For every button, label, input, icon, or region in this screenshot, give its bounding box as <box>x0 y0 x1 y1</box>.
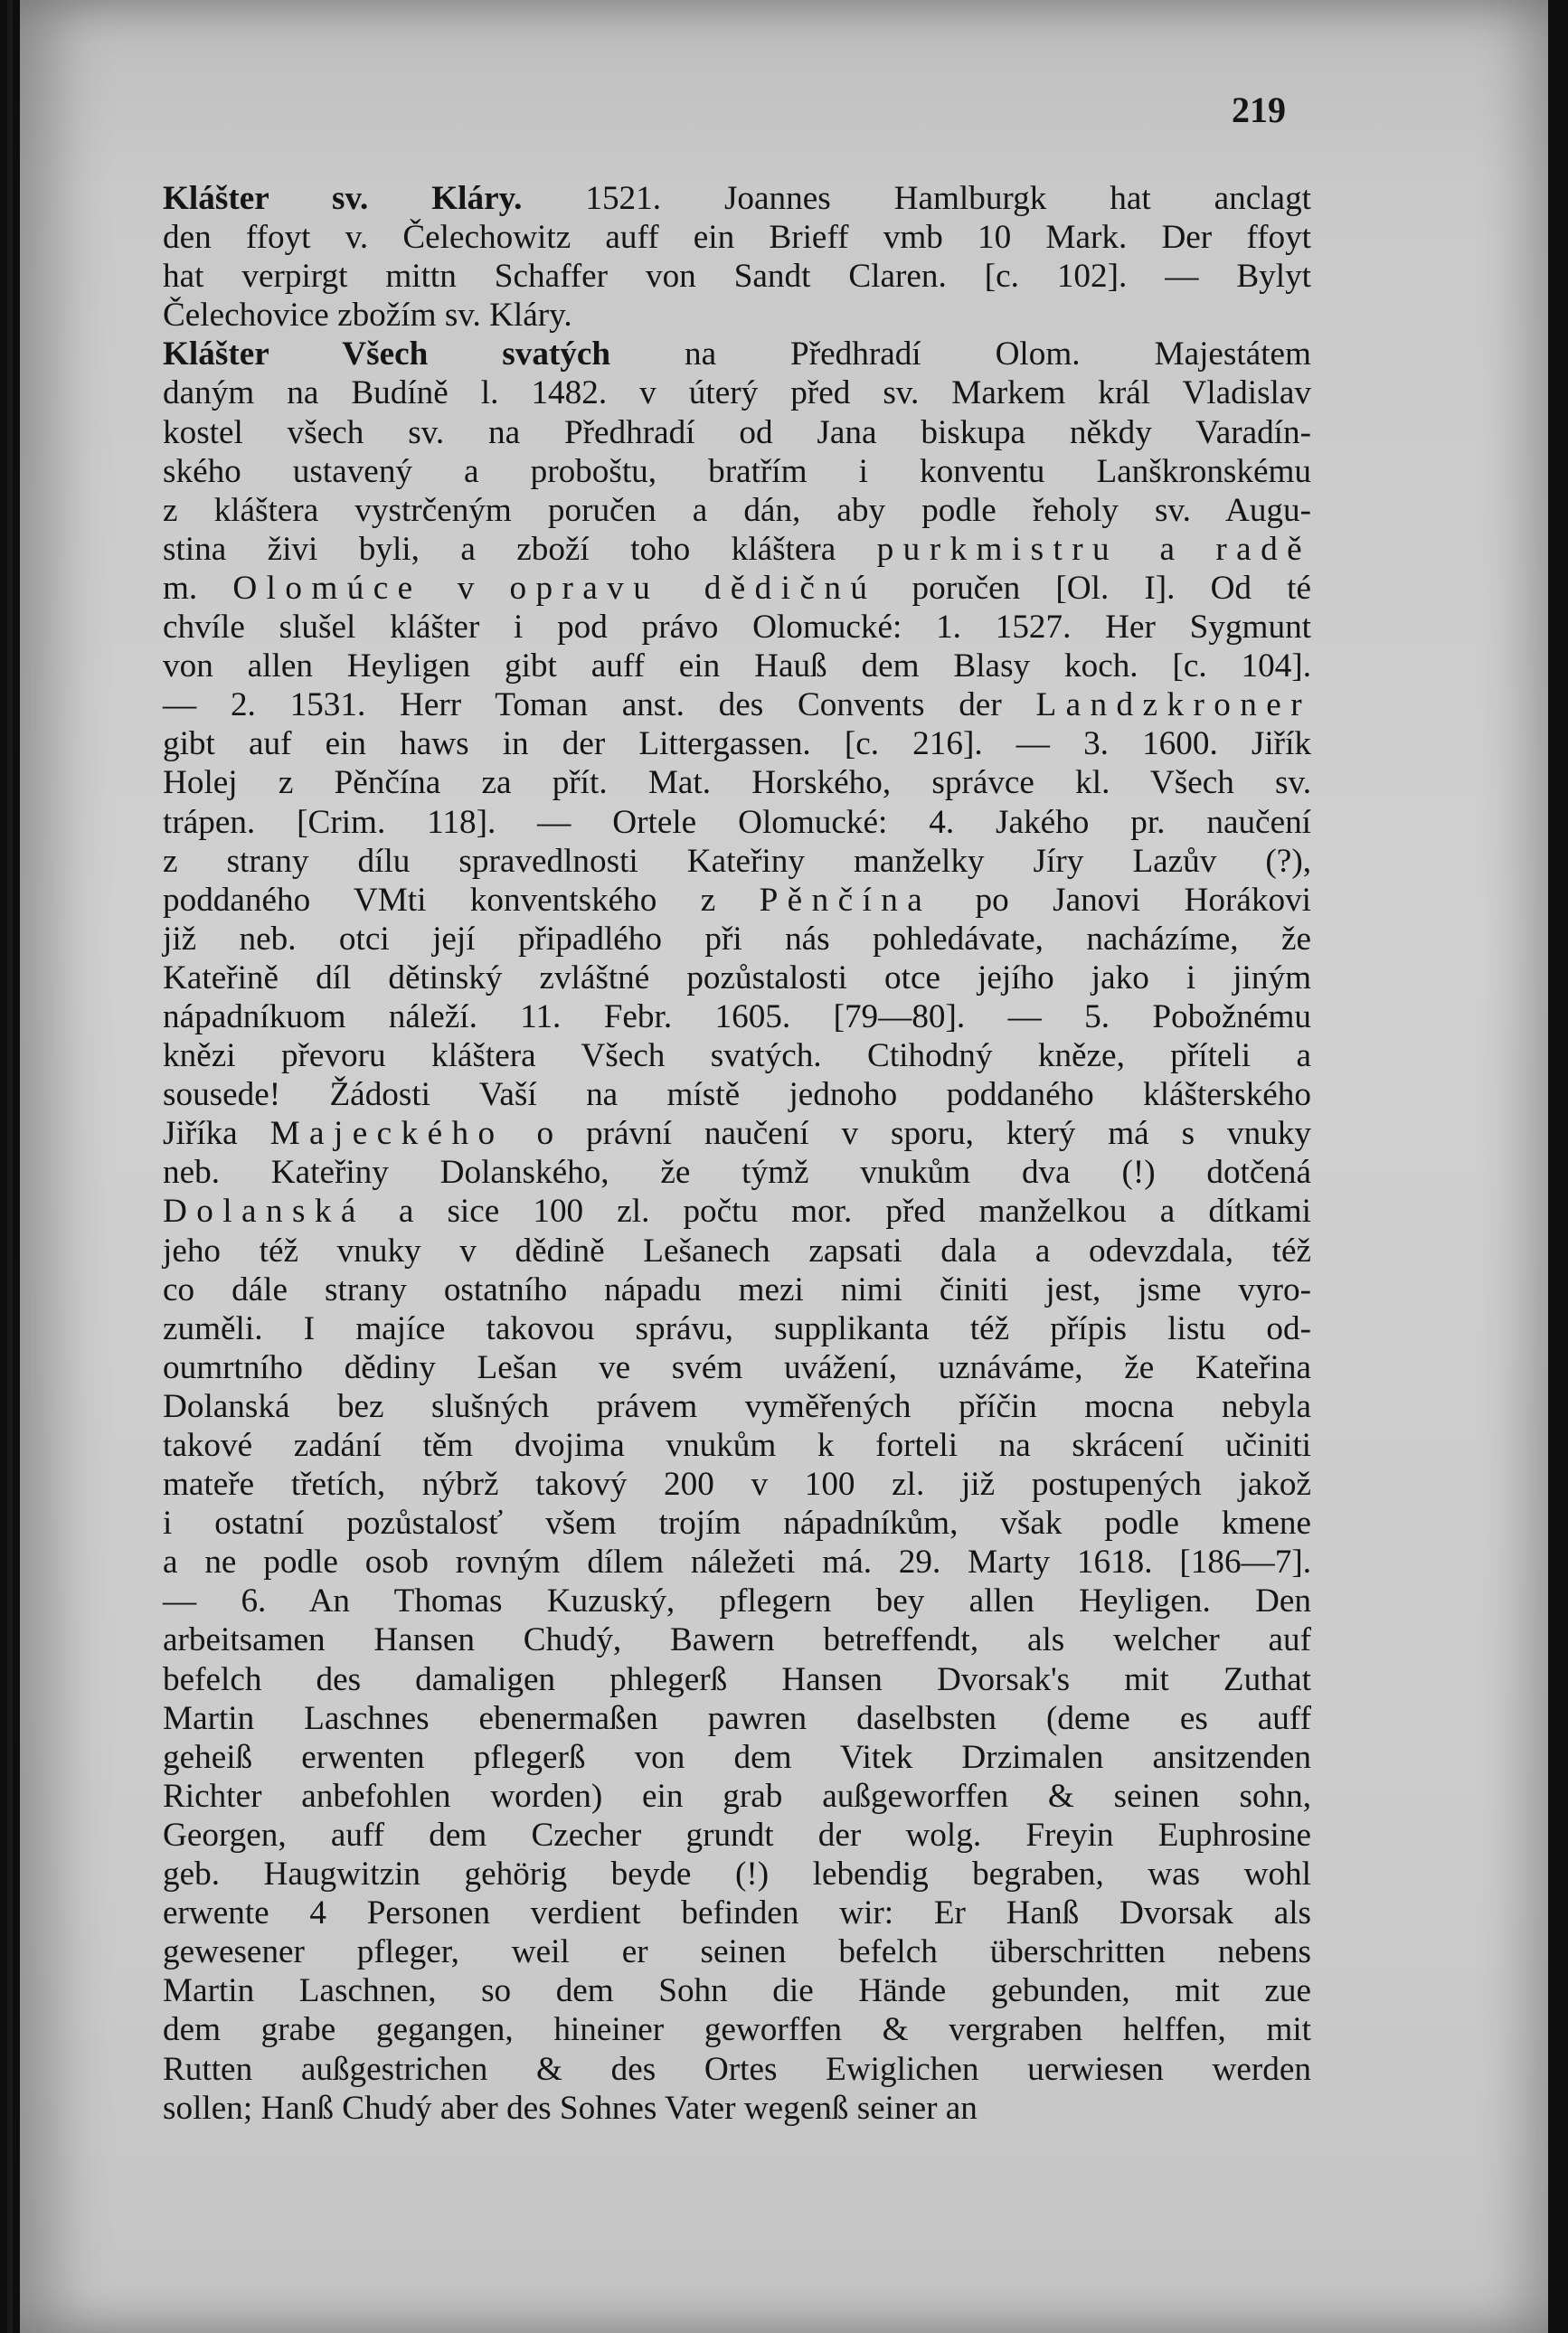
text-line <box>163 997 1311 1036</box>
text-line <box>163 959 1311 997</box>
text-line <box>163 1114 1311 1153</box>
text-line <box>163 1036 1311 1075</box>
text-run: — 6. An Thomas Kuzuský, pflegern bey allen Heyligen. Den <box>163 1582 1311 1620</box>
text-line <box>163 1582 1311 1620</box>
book-page <box>20 0 1548 2333</box>
text-run: Holej z Pěnčína za přít. Mat. Horského, správce kl. Všech sv. <box>163 764 1311 802</box>
text-line <box>163 1465 1311 1504</box>
text-line <box>163 1816 1311 1855</box>
text-line <box>163 1894 1311 1932</box>
text-line <box>163 179 1311 218</box>
text-run: Dolanská bez slušných právem vyměřených příčin mocna nebyla <box>163 1387 1311 1425</box>
text-run: 1521. Joannes Hamlburgk hat anclagt <box>522 180 1311 217</box>
text-line <box>163 373 1311 412</box>
text-run: Richter anbefohlen worden) ein grab außgeworffen & seinen sohn, <box>163 1777 1311 1815</box>
text-run: oumrtního dědiny Lešan ve svém uvážení, uznáváme, že Kateřina <box>163 1348 1311 1386</box>
spaced-emphasis: Dolanská <box>163 1193 365 1231</box>
section-heading: Klášter Všech svatých <box>163 335 611 373</box>
text-line <box>163 763 1311 802</box>
text-line <box>163 608 1311 647</box>
text-line <box>163 569 1311 608</box>
text-run: v <box>421 569 510 607</box>
text-line <box>163 1777 1311 1816</box>
text-line <box>163 1699 1311 1738</box>
text-run: a <box>1119 530 1216 568</box>
text-run: Čelechovice zbožím sv. Kláry. <box>163 297 572 335</box>
text-line <box>163 803 1311 842</box>
text-line <box>163 1543 1311 1582</box>
text-line <box>163 1932 1311 1971</box>
text-run: m. <box>163 569 233 607</box>
text-line <box>163 530 1311 569</box>
text-run: již neb. otci její připadlého při nás pohledávate, nacházíme, že <box>163 920 1311 958</box>
text-run: Martin Laschnes ebenermaßen pawren daselbsten (deme es auff <box>163 1699 1311 1737</box>
text-run: kostel všech sv. na Předhradí od Jana biskupa někdy Varadín- <box>163 413 1311 451</box>
text-run: stina živi byli, a zboží toho kláštera <box>163 530 877 568</box>
text-run: po Janovi Horákovi <box>931 881 1311 919</box>
text-run: neb. Kateřiny Dolanského, že týmž vnukům dva (!) dotčená <box>163 1154 1311 1192</box>
text-run: erwente 4 Personen verdient befinden wir: Er Hanß Dvorsak als <box>163 1894 1311 1932</box>
text-run: gibt auf ein haws in der Littergassen. [c. 216]. — 3. 1600. Jiřík <box>163 725 1311 763</box>
text-line <box>163 1738 1311 1777</box>
text-line <box>163 1971 1311 2010</box>
text-run: mateře třetích, nýbrž takový 200 v 100 zl. již postupených jakož <box>163 1466 1311 1504</box>
text-line <box>163 1504 1311 1543</box>
text-run: geb. Haugwitzin gehörig beyde (!) lebendig begraben, was wohl <box>163 1856 1311 1894</box>
text-line <box>163 647 1311 685</box>
page-edge-rule <box>7 0 13 2333</box>
text-run: jeho též vnuky v dědině Lešanech zapsati dala a odevzdala, též <box>163 1232 1311 1270</box>
text-run: gewesener pfleger, weil er seinen befelch überschritten nebens <box>163 1933 1311 1971</box>
text-run: z strany dílu spravedlnosti Kateřiny manželky Jíry Lazův (?), <box>163 842 1311 880</box>
text-run: knězi převoru kláštera Všech svatých. Ctihodný kněze, příteli a <box>163 1037 1311 1075</box>
spaced-emphasis: Landzkroner <box>1035 686 1311 724</box>
text-run: nápadníkuom náleží. 11. Febr. 1605. [79—80]. — 5. Pobožnému <box>163 997 1311 1035</box>
spaced-emphasis: Olomúce <box>232 569 422 607</box>
text-run: Martin Laschnen, so dem Sohn die Hände gebunden, mit zue <box>163 1972 1311 2010</box>
text-run: a ne podle osob rovným dílem náležeti má. 29. Marty 1618. [186—7]. <box>163 1544 1311 1582</box>
text-line <box>163 2050 1311 2089</box>
text-run: Jiříka <box>163 1115 270 1153</box>
text-run: sousede! Žádosti Vaší na místě jednoho poddaného klášterského <box>163 1076 1311 1114</box>
text-run: chvíle slušel klášter i pod právo Olomucké: 1. 1527. Her Sygmunt <box>163 609 1311 647</box>
page-number: 219 <box>1232 90 1286 130</box>
text-run: ského ustavený a proboštu, bratřím i konventu Lanškronskému <box>163 452 1311 490</box>
text-run: na Předhradí Olom. Majestátem <box>610 335 1311 373</box>
text-line <box>163 685 1311 724</box>
text-run: Kateřině díl dětinský zvláštné pozůstalosti otce jejího jako i jiným <box>163 959 1311 996</box>
text-run: Rutten außgestrichen & des Ortes Ewiglichen uerwiesen werden <box>163 2050 1311 2088</box>
text-run: Georgen, auff dem Czecher grundt der wolg. Freyin Euphrosine <box>163 1816 1311 1854</box>
text-run: sollen; Hanß Chudý aber des Sohnes Vater wegenß seiner an <box>163 2089 978 2127</box>
text-run: i ostatní pozůstalosť všem trojím nápadníkům, však podle kmene <box>163 1505 1311 1543</box>
text-run: geheiß erwenten pflegerß von dem Vitek Drzimalen ansitzenden <box>163 1738 1311 1776</box>
text-run: poručen [Ol. I]. Od té <box>876 569 1311 607</box>
text-run: arbeitsamen Hansen Chudý, Bawern betreffendt, als welcher auf <box>163 1621 1311 1659</box>
text-line <box>163 842 1311 881</box>
text-line <box>163 1426 1311 1465</box>
spaced-emphasis: Majeckého <box>269 1115 505 1153</box>
text-run: co dále strany ostatního nápadu mezi nimi činiti jest, jsme vyro- <box>163 1270 1311 1308</box>
text-line <box>163 296 1311 335</box>
text-line <box>163 1348 1311 1387</box>
text-run: a sice 100 zl. počtu mor. před manželkou a dítkami <box>364 1193 1311 1231</box>
text-line <box>163 1153 1311 1192</box>
text-line <box>163 881 1311 920</box>
text-line <box>163 724 1311 763</box>
text-line <box>163 1270 1311 1309</box>
text-run: daným na Budíně l. 1482. v úterý před sv. Markem král Vladislav <box>163 374 1311 412</box>
text-line <box>163 1309 1311 1348</box>
spaced-emphasis: purkmistru <box>876 530 1119 568</box>
text-run: dem grabe gegangen, hineiner geworffen & vergraben helffen, mit <box>163 2011 1311 2049</box>
text-line <box>163 1075 1311 1114</box>
text-run: den ffoyt v. Čelechowitz auff ein Brieff vmb 10 Mark. Der ffoyt <box>163 219 1311 257</box>
spaced-emphasis: Pěnčína <box>759 881 932 919</box>
text-line <box>163 452 1311 491</box>
text-line <box>163 1660 1311 1699</box>
text-run: von allen Heyligen gibt auff ein Hauß dem Blasy koch. [c. 104]. <box>163 647 1311 685</box>
text-run: hat verpirgt mittn Schaffer von Sandt Claren. [c. 102]. — Bylyt <box>163 258 1311 296</box>
text-run: trápen. [Crim. 118]. — Ortele Olomucké: 4. Jakého pr. naučení <box>163 803 1311 841</box>
text-line <box>163 1232 1311 1270</box>
text-run: o právní naučení v sporu, který má s vnuky <box>504 1115 1311 1153</box>
spaced-emphasis: radě <box>1215 530 1311 568</box>
text-run: befelch des damaligen phlegerß Hansen Dvorsak's mit Zuthat <box>163 1660 1311 1698</box>
text-line <box>163 1620 1311 1659</box>
text-line <box>163 1855 1311 1894</box>
text-line <box>163 1192 1311 1231</box>
text-run: — 2. 1531. Herr Toman anst. des Convents der <box>163 686 1036 724</box>
section-heading: Klášter sv. Kláry. <box>163 180 523 217</box>
text-line <box>163 491 1311 530</box>
text-run: zuměli. I majíce takovou správu, supplikanta též přípis listu od- <box>163 1309 1311 1347</box>
text-line <box>163 2089 1311 2128</box>
text-line <box>163 920 1311 959</box>
text-line <box>163 335 1311 373</box>
text-line <box>163 218 1311 257</box>
text-run: z kláštera vystrčeným poručen a dán, aby podle řeholy sv. Augu- <box>163 491 1311 529</box>
text-line <box>163 257 1311 296</box>
body-text <box>163 179 1311 2128</box>
text-run: poddaného VMti konventského z <box>163 881 760 919</box>
text-line <box>163 1387 1311 1426</box>
text-line <box>163 413 1311 452</box>
text-run: takové zadání těm dvojima vnukům k forteli na skrácení učiniti <box>163 1427 1311 1464</box>
spaced-emphasis: opravu dědičnú <box>509 569 877 607</box>
text-line <box>163 2010 1311 2049</box>
